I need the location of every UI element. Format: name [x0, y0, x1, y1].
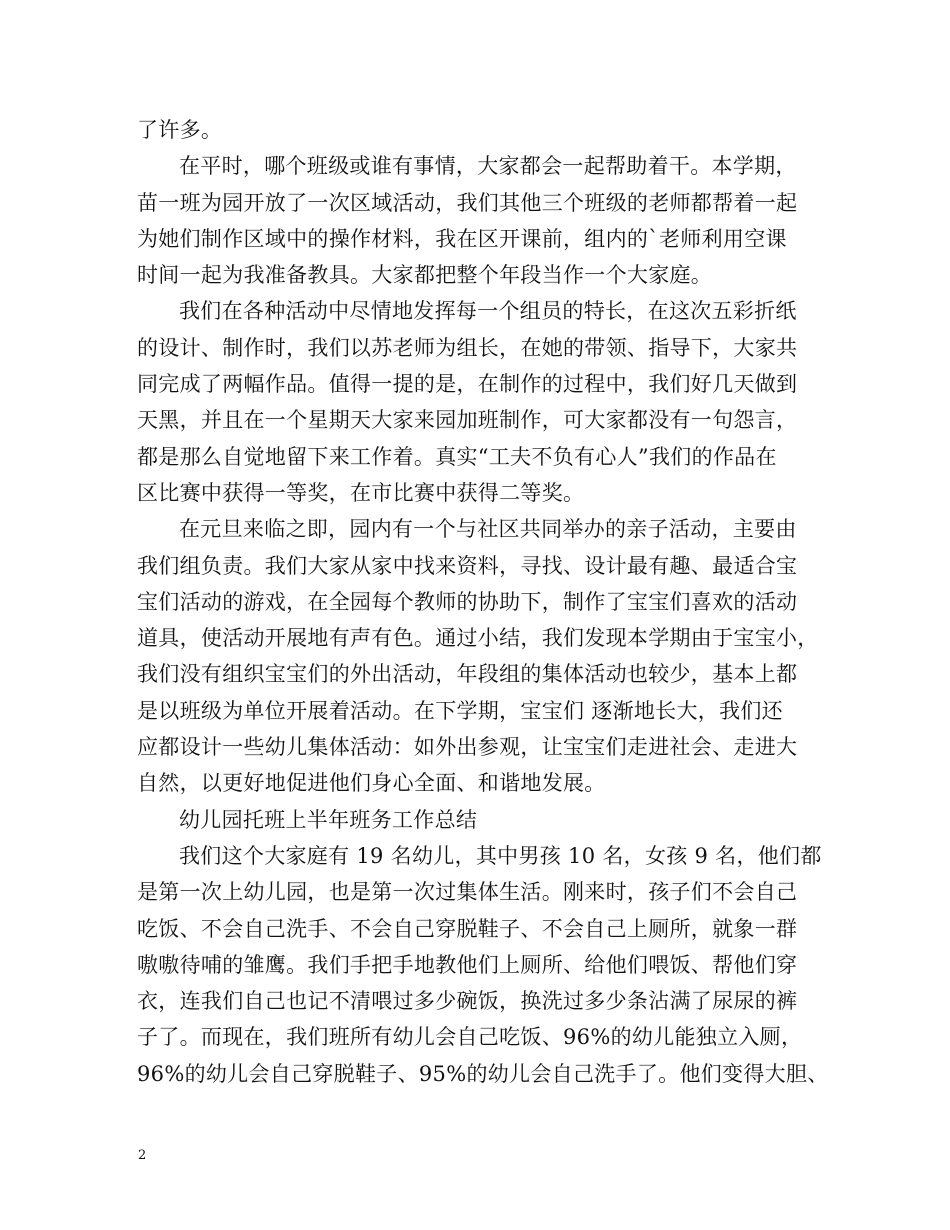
text-line: 子了。而现在，我们班所有幼儿会自己吃饭、96%的幼儿能独立入厕，: [137, 1025, 803, 1050]
text-line: 嗷嗷待哺的雏鹰。我们手把手地教他们上厕所、给他们喂饭、帮他们穿: [137, 952, 798, 977]
text-line: 我们没有组织宝宝们的外出活动，年段组的集体活动也较少，基本上都: [137, 662, 798, 687]
text-line: 我们这个大家庭有 19 名幼儿，其中男孩 10 名，女孩 9 名，他们都: [179, 843, 822, 868]
text-line: 的设计、制作时，我们以苏老师为组长，在她的带领、指导下，大家共: [137, 335, 798, 360]
body-text: [137, 112, 827, 1092]
text-line: 了许多。: [137, 118, 223, 142]
text-line: 在元旦来临之即，园内有一个与社区共同举办的亲子活动，主要由: [179, 517, 797, 542]
text-line: 是以班级为单位开展着活动。在下学期，宝宝们 逐渐地长大，我们还: [137, 698, 783, 723]
text-line: 宝们活动的游戏，在全园每个教师的协助下，制作了宝宝们喜欢的活动: [137, 589, 798, 614]
text-line: 时间一起为我准备教具。大家都把整个年段当作一个大家庭。: [137, 263, 713, 288]
text-line: 吃饭、不会自己洗手、不会自己穿脱鞋子、不会自己上厕所，就象一群: [137, 916, 798, 941]
text-line: 在平时，哪个班级或谁有事情，大家都会一起帮助着干。本学期，: [179, 154, 797, 179]
text-line: 为她们制作区域中的操作材料，我在区开课前，组内的`老师利用空课: [137, 226, 787, 251]
section-heading: 幼儿园托班上半年班务工作总结: [179, 807, 478, 832]
text-line: 是第一次上幼儿园，也是第一次过集体生活。刚来时，孩子们不会自己: [137, 880, 798, 905]
text-line: 我们组负责。我们大家从家中找来资料，寻找、设计最有趣、最适合宝: [137, 553, 798, 578]
text-line: 天黑，并且在一个星期天大家来园加班制作，可大家都没有一句怨言，: [137, 408, 798, 433]
text-line: 区比赛中获得一等奖，在市比赛中获得二等奖。: [137, 480, 585, 505]
text-line: 衣，连我们自己也记不清喂过多少碗饭，换洗过多少条沾满了尿尿的裤: [137, 989, 798, 1014]
text-line: 96%的幼儿会自己穿脱鞋子、95%的幼儿会自己洗手了。他们变得大胆、: [137, 1061, 829, 1086]
text-line: 应都设计一些幼儿集体活动：如外出参观，让宝宝们走进社会、走进大: [137, 735, 798, 760]
text-line: 都是那么自觉地留下来工作着。真实“工夫不负有心人”我们的作品在: [137, 444, 777, 469]
text-line: 道具，使活动开展地有声有色。通过小结，我们发现本学期由于宝宝小，: [137, 626, 819, 651]
text-line: 我们在各种活动中尽情地发挥每一个组员的特长，在这次五彩折纸: [179, 299, 797, 324]
page-number: 2: [138, 1148, 147, 1163]
text-line: 自然，以更好地促进他们身心全面、和谐地发展。: [137, 771, 606, 796]
text-line: 同完成了两幅作品。值得一提的是，在制作的过程中，我们好几天做到: [137, 372, 798, 397]
text-line: 苗一班为园开放了一次区域活动，我们其他三个班级的老师都帮着一起: [137, 190, 798, 215]
